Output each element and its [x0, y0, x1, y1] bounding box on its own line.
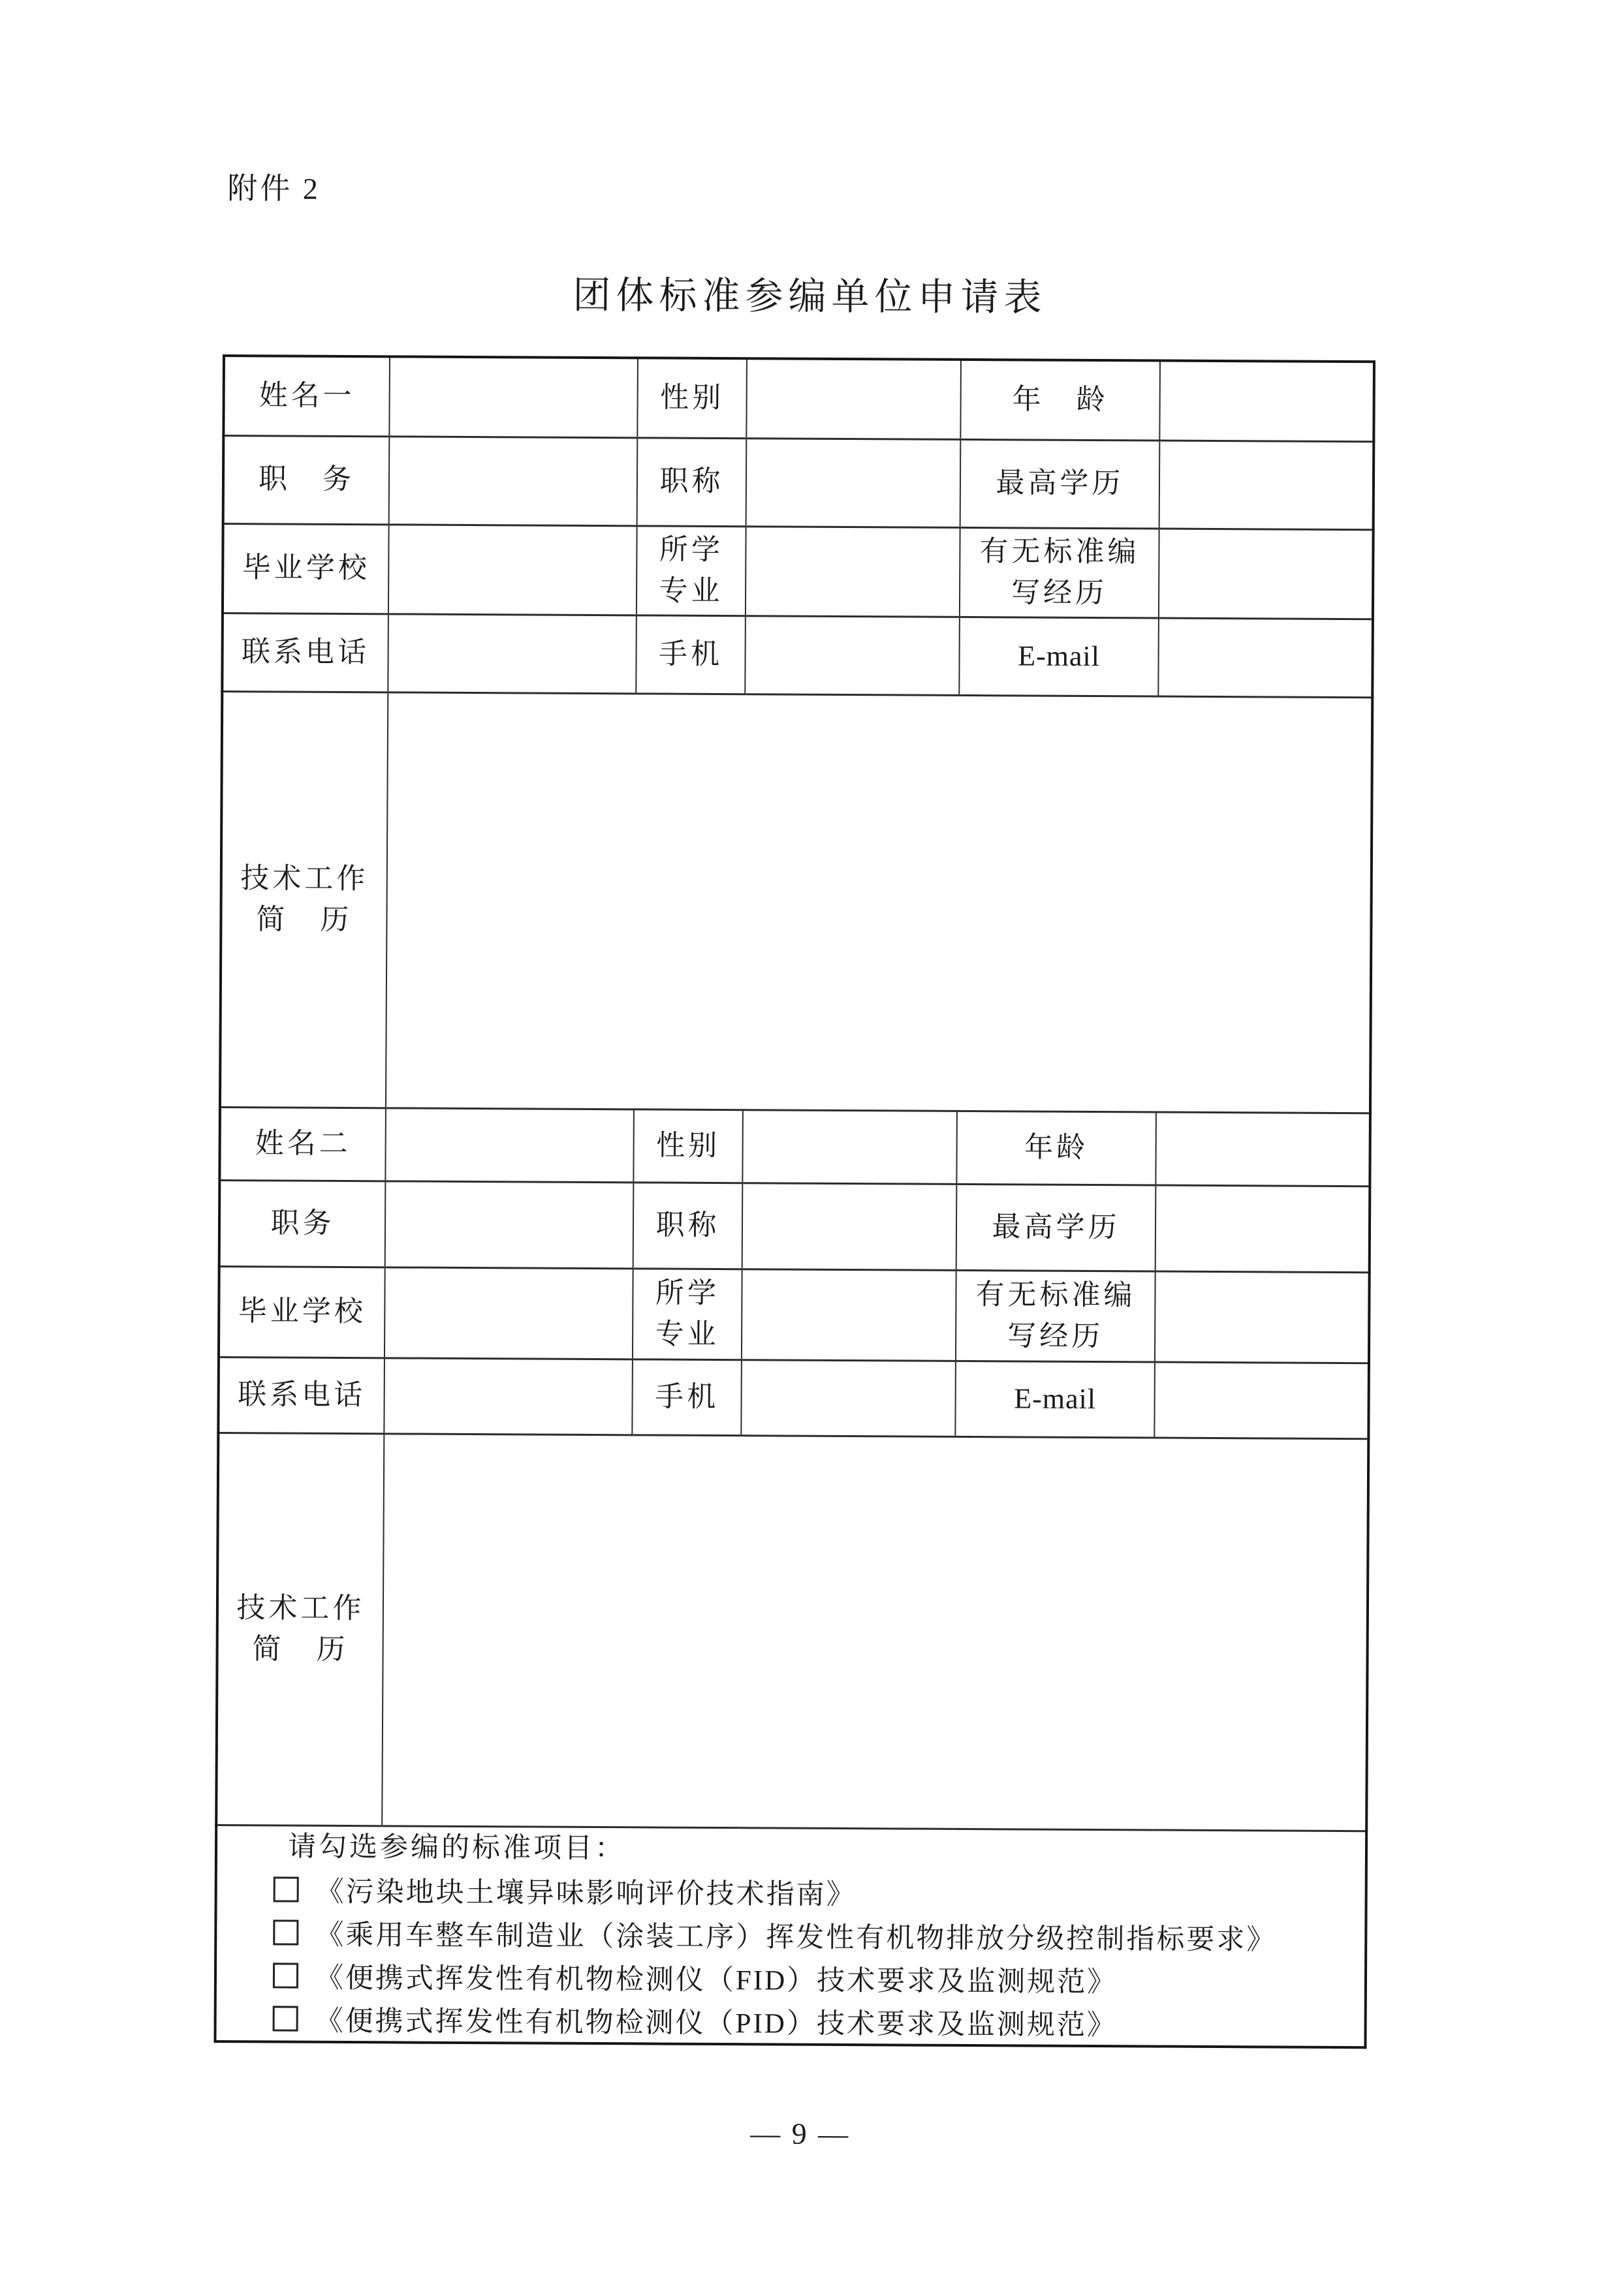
person2-age-input-cell[interactable] [1155, 1112, 1370, 1187]
person2-std-exp-input-cell[interactable] [1155, 1271, 1370, 1363]
person2-section [216, 1107, 1370, 1831]
person1-mobile-input-cell[interactable] [745, 615, 960, 695]
checklist-cell [215, 1825, 1366, 2047]
std-exp-label-line1: 有无标准编 [975, 1279, 1136, 1312]
checklist-section [215, 1825, 1366, 2047]
major-label-line1: 所学 [655, 1277, 720, 1310]
person2-email-input-cell[interactable] [1154, 1361, 1369, 1438]
checkbox-icon[interactable] [273, 1962, 298, 1988]
person1-std-exp-label [960, 527, 1159, 618]
person2-gender-label: 性别 [633, 1109, 743, 1183]
resume-label-line1: 技术工作 [240, 862, 369, 895]
checklist-item-label: 《便携式挥发性有机物检测仪（FID）技术要求及监测规范》 [315, 1962, 1118, 1998]
person1-education-label: 最高学历 [960, 439, 1160, 529]
person2-name-input-cell[interactable] [385, 1108, 634, 1182]
std-exp-label-line2: 写经历 [1007, 1319, 1104, 1352]
std-exp-label-line2: 写经历 [1011, 576, 1108, 609]
person1-std-exp-input-cell[interactable] [1159, 529, 1374, 619]
person1-jobtitle-label: 职称 [637, 437, 747, 526]
checklist-item-label: 《污染地块土壤异味影响评价技术指南》 [315, 1876, 857, 1911]
person1-jobtitle-input-cell[interactable] [746, 438, 961, 527]
person1-position-input-cell[interactable] [389, 436, 638, 525]
checkbox-icon[interactable] [273, 1919, 298, 1945]
person2-position-label: 职务 [219, 1180, 386, 1267]
person1-school-label: 毕业学校 [223, 523, 389, 613]
person1-resume-input-cell[interactable] [386, 692, 1372, 1113]
person1-phone-label: 联系电话 [222, 613, 388, 692]
person2-resume-input-cell[interactable] [382, 1433, 1368, 1831]
person2-jobtitle-label: 职称 [633, 1182, 743, 1269]
person1-email-input-cell[interactable] [1158, 618, 1373, 698]
table-row [223, 356, 1374, 441]
page-number: — 9 — [750, 2117, 851, 2151]
major-label-line1: 所学 [659, 533, 724, 566]
person1-education-input-cell[interactable] [1159, 441, 1374, 530]
checklist-item-label: 《便携式挥发性有机物检测仪（PID）技术要求及监测规范》 [315, 2006, 1118, 2041]
person2-major-label [633, 1268, 742, 1359]
person1-email-label: E-mail [959, 617, 1159, 696]
person2-phone-input-cell[interactable] [384, 1357, 633, 1435]
checklist-heading: 请勾选参编的标准项目： [287, 1831, 626, 1864]
person2-std-exp-label [956, 1270, 1155, 1362]
person2-education-input-cell[interactable] [1155, 1185, 1370, 1273]
table-row [219, 1180, 1370, 1272]
person2-mobile-input-cell[interactable] [741, 1359, 956, 1436]
person1-school-input-cell[interactable] [388, 524, 637, 615]
resume-label-line2: 简 历 [252, 1632, 349, 1666]
person2-jobtitle-input-cell[interactable] [742, 1183, 957, 1270]
person2-resume-label [216, 1433, 384, 1825]
person1-gender-input-cell[interactable] [746, 358, 961, 439]
person1-name-input-cell[interactable] [389, 356, 638, 437]
checkbox-icon[interactable] [273, 2006, 298, 2031]
checklist-item [217, 1867, 1365, 1916]
person1-age-input-cell[interactable] [1159, 361, 1374, 442]
checklist-item [217, 1953, 1364, 2002]
person2-mobile-label: 手机 [632, 1359, 742, 1435]
person2-gender-input-cell[interactable] [742, 1109, 957, 1184]
table-row [215, 1825, 1366, 2047]
person2-major-input-cell[interactable] [742, 1269, 956, 1361]
person2-education-label: 最高学历 [956, 1184, 1156, 1271]
person2-email-label: E-mail [955, 1361, 1155, 1438]
table-row [219, 1266, 1370, 1363]
checkbox-icon[interactable] [274, 1876, 299, 1902]
person1-resume-label [220, 691, 388, 1108]
page-title: 团体标准参编单位申请表 [573, 273, 1047, 319]
person2-position-input-cell[interactable] [385, 1181, 634, 1268]
person1-phone-input-cell[interactable] [388, 613, 637, 693]
person2-school-label: 毕业学校 [219, 1266, 385, 1357]
attachment-label: 附件 2 [227, 172, 321, 206]
person2-age-label: 年龄 [956, 1111, 1156, 1185]
person1-position-label: 职 务 [223, 435, 390, 524]
major-label-line2: 专业 [659, 574, 723, 607]
resume-label-line1: 技术工作 [236, 1592, 365, 1625]
person1-mobile-label: 手机 [636, 615, 746, 694]
person2-phone-label: 联系电话 [218, 1357, 385, 1433]
person1-major-label [637, 525, 746, 615]
resume-label-line2: 简 历 [256, 903, 353, 936]
std-exp-label-line1: 有无标准编 [979, 535, 1140, 568]
major-label-line2: 专业 [655, 1317, 719, 1350]
table-row [223, 435, 1374, 529]
table-row [218, 1357, 1369, 1438]
checklist-item-label: 《乘用车整车制造业（涂装工序）挥发性有机物排放分级控制指标要求》 [315, 1919, 1277, 1956]
table-row [222, 613, 1373, 697]
person2-name-label: 姓名二 [219, 1107, 386, 1181]
person1-major-input-cell[interactable] [746, 526, 960, 617]
table-row [219, 1107, 1370, 1186]
person1-name-label: 姓名一 [223, 356, 390, 436]
table-row [220, 691, 1372, 1113]
table-row [223, 523, 1374, 619]
person1-age-label: 年 龄 [960, 360, 1160, 441]
person2-school-input-cell[interactable] [385, 1267, 633, 1359]
checklist-item [217, 1910, 1364, 1959]
person1-gender-label: 性别 [637, 358, 747, 438]
checklist-item [216, 1996, 1364, 2045]
person1-section [220, 356, 1374, 1113]
table-row [216, 1433, 1368, 1831]
application-table [213, 354, 1375, 2049]
